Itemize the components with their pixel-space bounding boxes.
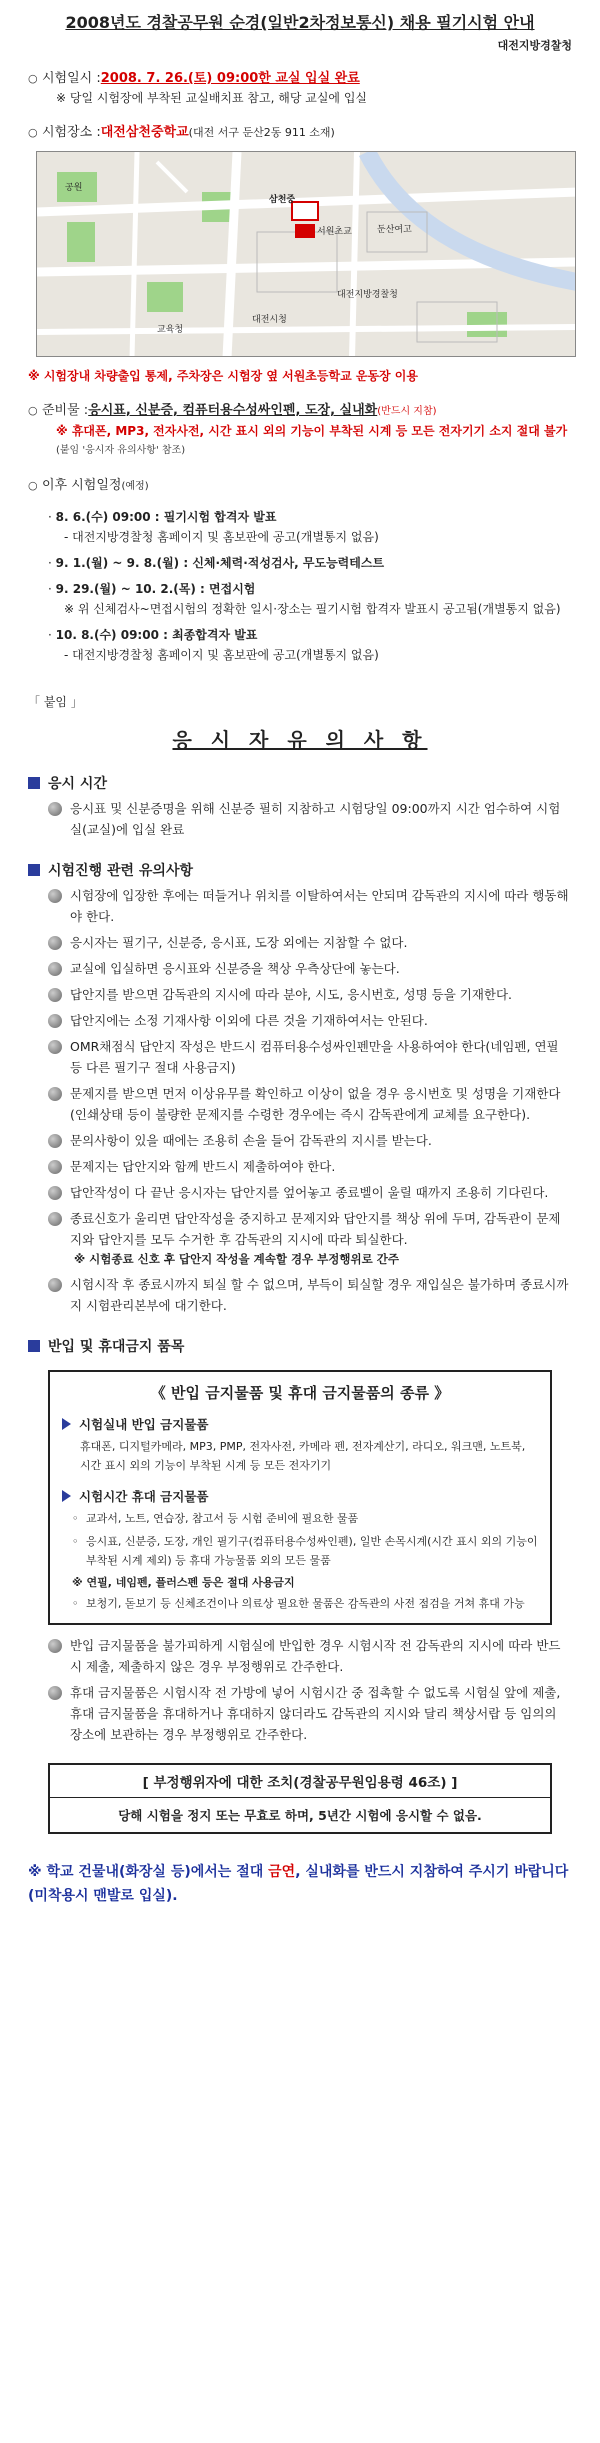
map-drawing — [37, 152, 576, 357]
schedule-desc: - 대전지방경찰청 홈페이지 및 홈보판에 공고(개별통지 없음) — [64, 530, 379, 544]
attachment-label: 「 붙임 」 — [28, 695, 83, 709]
dot-bullet-icon — [48, 1686, 62, 1700]
dot-bullet-icon — [48, 1639, 62, 1653]
penalty-text: 당해 시험을 정지 또는 무효로 하며, 5년간 시험에 응시할 수 없음. — [118, 1808, 482, 1823]
dot-bullet-icon — [48, 962, 62, 976]
carry-items-title: 시험시간 휴대 금지물품 — [79, 1489, 209, 1504]
dot-bullet-icon — [48, 1212, 62, 1226]
schedule-label: 이후 시험일정 — [42, 478, 122, 493]
bullet-item — [48, 1682, 572, 1745]
bullet-text: 종료신호가 울리면 답안작성을 중지하고 문제지와 답안지를 책상 위에 두며, 감독관이 문제지와 답안지를 모두 수거한 후 감독관의 지시에 따라 퇴실한다. — [70, 1211, 561, 1247]
exam-place — [28, 123, 572, 143]
bullet-item — [48, 1010, 572, 1031]
schedule-date: 9. 1.(월) ~ 9. 8.(월) : 신체·체력·적성검사, 무도능력테스트 — [55, 556, 385, 570]
carry-item: ◦ 교과서, 노트, 연습장, 참고서 등 시험 준비에 필요한 물품 — [72, 1509, 538, 1528]
bullet-item — [48, 984, 572, 1005]
dot-bullet-icon — [48, 1087, 62, 1101]
exam-date — [28, 69, 572, 89]
section-title: 응시 시간 — [48, 776, 107, 792]
prohibited-items-box — [48, 1370, 552, 1625]
in-items-title: 시험실내 반입 금지물품 — [79, 1417, 209, 1432]
dot-bullet-icon — [48, 1014, 62, 1028]
schedule-list — [48, 507, 572, 665]
bullet-text: 문제지를 받으면 먼저 이상유무를 확인하고 이상이 없을 경우 응시번호 및 성명을 기재한다(인쇄상태 등이 불량한 문제지를 수령한 경우에는 즉시 감독관에게 교체를 요구한다). — [70, 1086, 561, 1122]
bullet-item — [48, 1208, 572, 1250]
dot-bullet-icon — [48, 1160, 62, 1174]
bullet-text: 교실에 입실하면 응시표와 신분증을 책상 우측상단에 놓는다. — [70, 961, 400, 976]
notice-title: 응 시 자 유 의 사 항 — [172, 728, 428, 752]
dot-bullet-icon — [48, 889, 62, 903]
bullet-item — [48, 1274, 572, 1316]
carry-item: ◦ 보청기, 돋보기 등 신체조건이나 의료상 필요한 물품은 감독관의 사전 점검을 거쳐 휴대 가능 — [72, 1594, 538, 1613]
circle-bullet-icon: ○ — [28, 126, 38, 139]
map-label-education-office: 교육청 — [157, 325, 184, 335]
bullet-text: 휴대 금지물품은 시험시작 전 가방에 넣어 시험시간 중 접촉할 수 없도록 시험실 앞에 제출, 휴대 금지물품을 휴대하거나 휴대하지 않더라도 감독관의 지시와 달리 책상서랍 등 임의의 장소에 보관하는 경우 부정행위로 간주한다. — [70, 1685, 561, 1742]
final-notice — [28, 1860, 572, 1908]
carry-items-heading — [62, 1487, 538, 1505]
penalty-title: [ 부정행위자에 대한 조치(경찰공무원임용령 46조) ] — [50, 1765, 550, 1798]
triangle-bullet-icon — [62, 1490, 71, 1502]
schedule-label-note: (예정) — [121, 481, 149, 492]
bullet-item — [48, 1635, 572, 1677]
exam-date-label: 시험일시 : — [42, 71, 101, 86]
supplies — [28, 401, 572, 422]
bullet-text: 답안지를 받으면 감독관의 지시에 따라 분야, 시도, 응시번호, 성명 등을 기재한다. — [70, 987, 513, 1002]
exam-place-value: 대전삼천중학교 — [100, 125, 189, 140]
dot-bullet-icon — [48, 1134, 62, 1148]
bullet-text: 시험시작 후 종료시까지 퇴실 할 수 없으며, 부득이 퇴실할 경우 재입실은 불가하며 종료시까지 시험관리본부에 대기한다. — [70, 1277, 569, 1313]
bullet-item — [48, 798, 572, 840]
circle-bullet-icon: ○ — [28, 404, 38, 417]
circle-bullet-icon: ○ — [28, 72, 38, 85]
dot-bullet-icon — [48, 1186, 62, 1200]
carry-item-text: 교과서, 노트, 연습장, 참고서 등 시험 준비에 필요한 물품 — [86, 1512, 359, 1525]
device-note — [56, 422, 572, 460]
conduct-note: ※ 시험종료 신호 후 답안지 작성을 계속할 경우 부정행위로 간주 — [74, 1252, 399, 1266]
bullet-text: OMR채점식 답안지 작성은 반드시 컴퓨터용수성싸인펜만을 사용하여야 한다(네임펜, 연필 등 다른 필기구 절대 사용금지) — [70, 1039, 559, 1075]
dot-bullet-icon — [48, 936, 62, 950]
dot-bullet-icon — [48, 1040, 62, 1054]
dot-bullet-icon — [48, 802, 62, 816]
triangle-bullet-icon — [62, 1418, 71, 1430]
bullet-text: 반입 금지물품을 불가피하게 시험실에 반입한 경우 시험시작 전 감독관의 지시에 따라 반드시 제출, 제출하지 않은 경우 부정행위로 간주한다. — [70, 1638, 561, 1674]
schedule-date: 10. 8.(수) 09:00 : 최종합격자 발표 — [55, 628, 258, 642]
square-bullet-icon — [28, 1340, 40, 1352]
supplies-label: 준비물 : — [42, 403, 89, 418]
bullet-text: 답안지에는 소정 기재사항 이외에 다른 것을 기재하여서는 안된다. — [70, 1013, 428, 1028]
in-items-heading — [62, 1415, 538, 1433]
exam-date-note: ※ 당일 시험장에 부착된 교실배치표 참고, 해당 교실에 입실 — [56, 91, 368, 105]
penalty-box — [48, 1763, 552, 1834]
schedule-desc: - 대전지방경찰청 홈페이지 및 홈보판에 공고(개별통지 없음) — [64, 648, 379, 662]
final-notice-pre: ※ 학교 건물내(화장실 등)에서는 절대 — [28, 1864, 269, 1880]
square-bullet-icon — [28, 777, 40, 789]
supplies-value: 응시표, 신분증, 컴퓨터용수성싸인펜, 도장, 실내화 — [88, 403, 378, 418]
dot-bullet-icon — [48, 988, 62, 1002]
device-note-text: ※ 휴대폰, MP3, 전자사전, 시간 표시 외의 기능이 부착된 시계 등 모든 전자기기 소지 절대 불가 — [56, 424, 568, 438]
bullet-text: 문제지는 답안지와 함께 반드시 제출하여야 한다. — [70, 1159, 336, 1174]
carry-note: ※ 연필, 네임펜, 플러스펜 등은 절대 사용금지 — [72, 1576, 295, 1589]
exam-place-address: (대전 서구 둔산2동 911 소재) — [188, 126, 335, 139]
bullet-item — [48, 1182, 572, 1203]
bullet-item — [48, 958, 572, 979]
location-map — [36, 151, 576, 357]
square-bullet-icon — [28, 864, 40, 876]
schedule-item: · 8. 6.(수) 09:00 : 필기시험 합격자 발표 — [48, 510, 277, 524]
schedule-item: · 10. 8.(수) 09:00 : 최종합격자 발표 — [48, 628, 258, 642]
exam-place-label: 시험장소 : — [42, 125, 101, 140]
bullet-text: 응시자는 필기구, 신분증, 응시표, 도장 외에는 지참할 수 없다. — [70, 935, 408, 950]
carry-item-text: 보청기, 돋보기 등 신체조건이나 의료상 필요한 물품은 감독관의 사전 점검을 거쳐 휴대 가능 — [86, 1597, 525, 1610]
in-items-text: 휴대폰, 디지털카메라, MP3, PMP, 전자사전, 카메라 펜, 전자계산기, 라디오, 워크맨, 노트북, 시간 표시 외의 기능이 부착된 시계 등 모든 전자기기 — [80, 1440, 526, 1472]
map-label-cityhall: 대전시청 — [252, 315, 287, 325]
exam-date-value: 2008. 7. 26.(토) 09:00한 교실 입실 완료 — [100, 71, 360, 86]
carry-item: ◦ 응시표, 신분증, 도장, 개인 필기구(컴퓨터용수성싸인펜), 일반 손목시계(시간 표시 외의 기능이 부착된 시계 제외) 등 휴대 가능물품 외의 모든 물품 — [72, 1532, 538, 1570]
map-label-girls-high: 둔산여고 — [377, 225, 412, 235]
supplies-required: (반드시 지참) — [377, 406, 437, 417]
circle-bullet-icon: ○ — [28, 479, 38, 492]
map-label-elementary: 서원초교 — [317, 227, 352, 237]
map-label-school: 삼천중 — [269, 195, 296, 205]
final-notice-red: 금연 — [268, 1864, 296, 1880]
schedule-date: 8. 6.(수) 09:00 : 필기시험 합격자 발표 — [55, 510, 277, 524]
carry-item-text: 응시표, 신분증, 도장, 개인 필기구(컴퓨터용수성싸인펜), 일반 손목시계(시간 표시 외의 기능이 부착된 시계 제외) 등 휴대 가능물품 외의 모든 물품 — [86, 1535, 538, 1567]
dot-bullet-icon — [48, 1278, 62, 1292]
bullet-item — [48, 1130, 572, 1151]
device-note-ref: (붙임 '응시자 유의사항' 참조) — [56, 445, 186, 456]
schedule-header — [28, 476, 572, 497]
parking-note: ※ 시험장내 차량출입 통제, 주차장은 시험장 옆 서원초등학교 운동장 이용 — [28, 369, 418, 383]
bullet-text: 응시표 및 신분증명을 위해 신분증 필히 지참하고 시험당일 09:00까지 시간 엄수하여 시험실(교실)에 입실 완료 — [70, 801, 561, 837]
bullet-item — [48, 1156, 572, 1177]
map-label-police: 대전지방경찰청 — [337, 290, 398, 300]
organization: 대전지방경찰청 — [497, 39, 572, 52]
section-time — [28, 773, 572, 793]
bullet-item — [48, 1036, 572, 1078]
final-notice-rest: , 실내화를 반드시 지참하여 주시기 바랍니다(미착용시 맨발로 입실). — [28, 1864, 569, 1904]
schedule-item: · 9. 1.(월) ~ 9. 8.(월) : 신체·체력·적성검사, 무도능력테스트 — [48, 556, 385, 570]
section-conduct — [28, 860, 572, 880]
bullet-text: 답안작성이 다 끝난 응시자는 답안지를 엎어놓고 종료벨이 울릴 때까지 조용히 기다린다. — [70, 1185, 549, 1200]
page-title: 2008년도 경찰공무원 순경(일반2차정보통신) 채용 필기시험 안내 — [65, 13, 535, 32]
section-items — [28, 1336, 572, 1356]
bullet-text: 문의사항이 있을 때에는 조용히 손을 들어 감독관의 지시를 받는다. — [70, 1133, 432, 1148]
bullet-text: 시험장에 입장한 후에는 떠들거나 위치를 이탈하여서는 안되며 감독관의 지시에 따라 행동해야 한다. — [70, 888, 569, 924]
schedule-desc: ※ 위 신체검사~면접시험의 정확한 일시·장소는 필기시험 합격자 발표시 공고됨(개별통지 없음) — [64, 602, 561, 616]
section-title: 반입 및 휴대금지 품목 — [48, 1339, 185, 1355]
bullet-item — [48, 932, 572, 953]
box-title: 《 반입 금지물품 및 휴대 금지물품의 종류 》 — [150, 1384, 450, 1402]
schedule-item: · 9. 29.(월) ~ 10. 2.(목) : 면접시험 — [48, 582, 256, 596]
map-label-park: 공원 — [65, 183, 83, 193]
section-title: 시험진행 관련 유의사항 — [48, 863, 193, 879]
bullet-item — [48, 1083, 572, 1125]
schedule-date: 9. 29.(월) ~ 10. 2.(목) : 면접시험 — [55, 582, 256, 596]
bullet-item — [48, 885, 572, 927]
